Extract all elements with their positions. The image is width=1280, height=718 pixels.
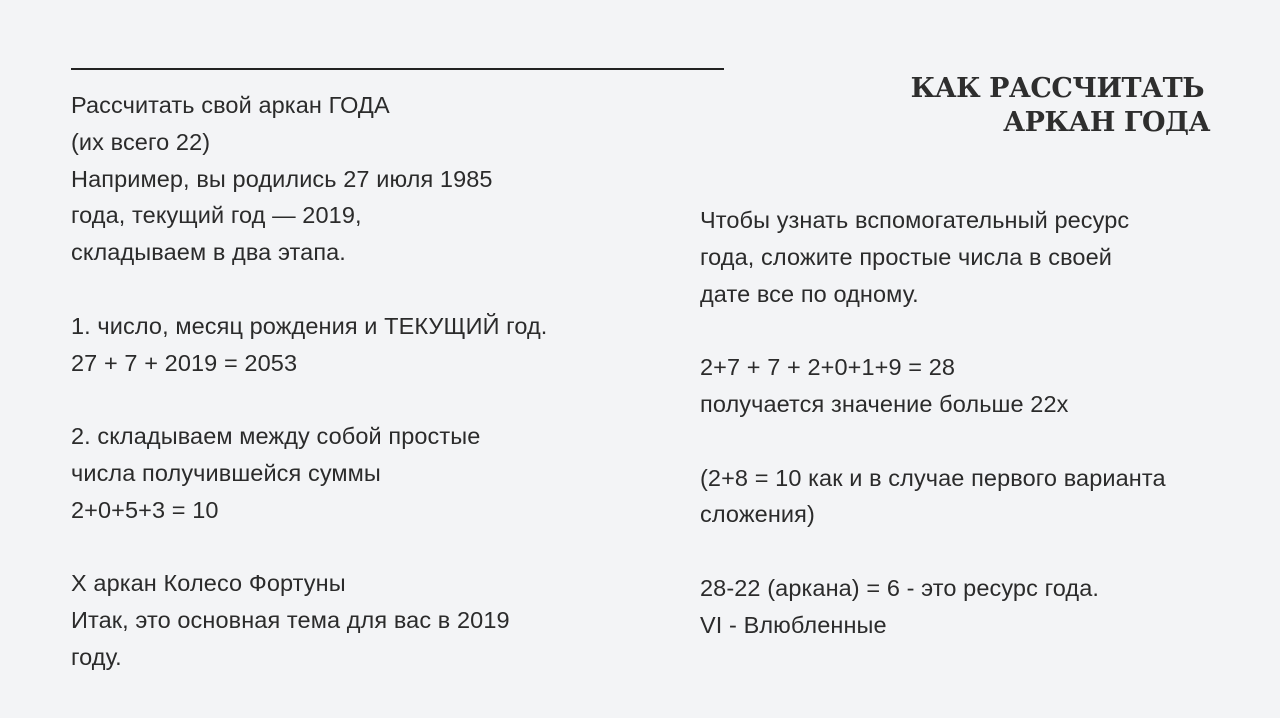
title-line-2: АРКАН ГОДА: [1003, 107, 1210, 138]
right-note-paragraph: [700, 460, 1240, 534]
text-line: (2+8 = 10 как и в случае первого варианта: [700, 464, 1166, 491]
left-intro-paragraph: [71, 87, 671, 271]
left-result-paragraph: [71, 565, 671, 675]
text-line: сложения): [700, 501, 815, 528]
formula-line: 28-22 (аркана) = 6 - это ресурс года.: [700, 574, 1099, 601]
formula-line: 27 + 7 + 2019 = 2053: [71, 349, 298, 376]
right-column: [700, 202, 1240, 644]
text-line: года, сложите простые числа в своей: [700, 243, 1112, 270]
top-divider-line: [71, 68, 724, 70]
right-result-paragraph: [700, 570, 1240, 644]
text-line: получается значение больше 22х: [700, 390, 1069, 417]
left-step1-paragraph: [71, 308, 671, 382]
paragraph-gap: [71, 529, 671, 566]
left-step2-paragraph: [71, 418, 671, 528]
paragraph-gap: [700, 423, 1240, 460]
title-line-1: КАК РАССЧИТАТЬ: [910, 73, 1204, 104]
text-line: числа получившейся суммы: [71, 459, 381, 486]
formula-line: 2+7 + 7 + 2+0+1+9 = 28: [700, 354, 956, 381]
text-line: Итак, это основная тема для вас в 2019: [71, 607, 510, 634]
text-line: складываем в два этапа.: [71, 239, 346, 266]
text-line: Рассчитать свой аркан ГОДА: [71, 92, 390, 118]
text-line: году.: [71, 643, 122, 670]
paragraph-gap: [700, 312, 1240, 349]
paragraph-gap: [71, 381, 671, 418]
paragraph-gap: [71, 271, 671, 308]
text-line: Чтобы узнать вспомогательный ресурс: [700, 207, 1130, 233]
text-line: дате все по одному.: [700, 280, 919, 307]
paragraph-gap: [700, 533, 1240, 570]
text-line: (их всего 22): [71, 128, 211, 155]
text-line: 1. число, месяц рождения и ТЕКУЩИЙ год.: [71, 312, 548, 339]
page-title: [790, 72, 1210, 140]
text-line: X аркан Колесо Фортуны: [71, 570, 346, 597]
text-line: VI - Влюбленные: [700, 611, 887, 638]
text-line: 2. складываем между собой простые: [71, 423, 481, 450]
left-column: [71, 87, 671, 676]
right-calc-paragraph: [700, 349, 1240, 423]
text-line: Например, вы родились 27 июля 1985: [71, 165, 493, 192]
formula-line: 2+0+5+3 = 10: [71, 496, 219, 523]
right-intro-paragraph: [700, 202, 1240, 312]
text-line: года, текущий год — 2019,: [71, 202, 362, 229]
